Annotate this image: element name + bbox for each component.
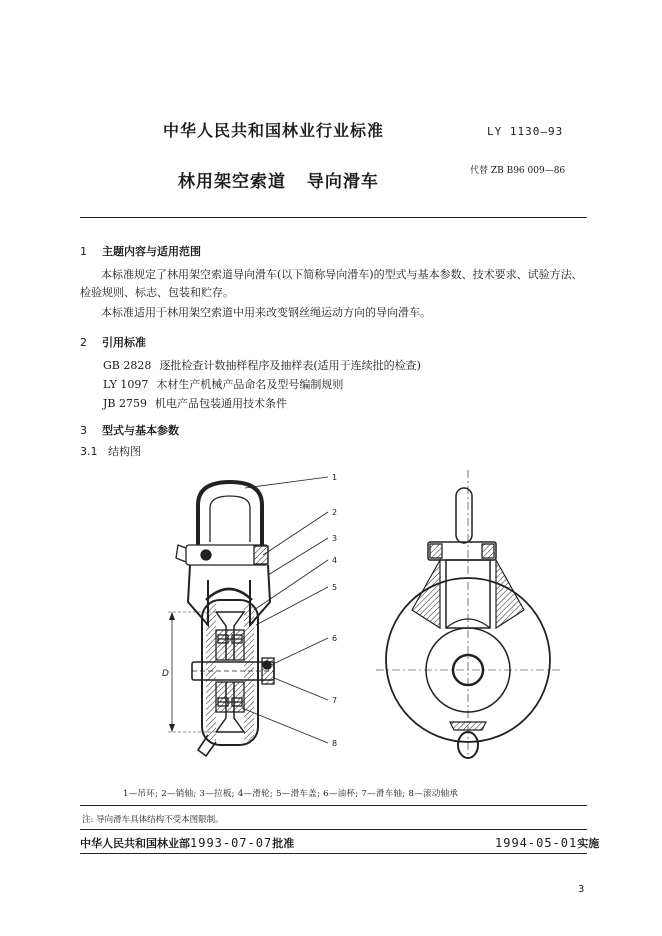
section-1-paragraph-2: 本标准适用于林用架空索道中用来改变钢丝绳运动方向的导向滑车。	[101, 306, 431, 319]
callout-5: 5	[332, 583, 338, 592]
figure-legend: 1—吊环; 2—销轴; 3—拉板; 4—滑轮; 5—滑车盖; 6—油杯; 7—滑车轴; 8—滚动轴承	[123, 789, 459, 799]
page-number: 3	[578, 884, 585, 895]
reference-code: LY 1097	[103, 378, 149, 391]
section-number: 3	[80, 424, 87, 437]
section-number: 2	[80, 336, 87, 349]
bottom-pin	[450, 722, 486, 730]
plate-left	[412, 560, 440, 628]
issuer: 中华人民共和国林业部	[80, 837, 190, 850]
issuing-organization: 中华人民共和国林业行业标准	[163, 121, 385, 140]
lifting-ring-outer	[198, 482, 262, 545]
section-number: 1	[80, 245, 87, 258]
subsection-number: 3.1	[80, 445, 98, 458]
figure-note: 注: 导向滑车具体结构不受本图限制。	[82, 815, 224, 825]
callout-8: 8	[332, 739, 338, 748]
reference-title: 机电产品包装通用技术条件	[154, 397, 287, 410]
ring-stem	[456, 488, 472, 543]
subsection-3-1-heading	[80, 443, 590, 461]
reference-code: GB 2828	[103, 359, 152, 372]
section-1-heading	[80, 243, 201, 259]
lifting-ring-inner	[210, 496, 250, 542]
approve-label: 批准	[272, 837, 295, 850]
effective-date: 1994-05-01	[495, 836, 578, 850]
replaces-standard: 代替 ZB B96 009—86	[470, 166, 566, 176]
standard-number: LY 1130—93	[487, 125, 564, 138]
side-plate-left	[188, 565, 208, 625]
reference-item	[103, 376, 343, 392]
callout-7: 7	[332, 696, 338, 705]
callout-3: 3	[332, 534, 338, 543]
section-title: 型式与基本参数	[102, 424, 179, 437]
section-3-heading	[80, 422, 179, 438]
subsection-title: 结构图	[108, 445, 141, 458]
plate-right	[496, 560, 524, 628]
section-1-paragraph-1: 本标准规定了林用架空索道导向滑车(以下简称导向滑车)的型式与基本参数、技术要求、试验方法、检验规则、标志、包装和贮存。	[80, 268, 583, 299]
reference-item	[103, 395, 287, 411]
section-view	[168, 477, 328, 756]
pulley-block-drawing	[150, 460, 570, 765]
footer-rule-bottom	[80, 853, 587, 854]
issue-date: 1993-07-07	[190, 836, 273, 850]
section-2-heading	[80, 334, 146, 350]
callout-leaders	[242, 477, 328, 743]
section-title: 主题内容与适用范围	[102, 245, 201, 258]
document-title: 林用架空索道 导向滑车	[178, 172, 379, 192]
pin-nut	[254, 546, 268, 564]
dimension-label: D	[162, 669, 169, 679]
note-rule	[80, 805, 587, 806]
sheave-hub-lower	[216, 682, 244, 712]
callout-1: 1	[332, 473, 338, 482]
oil-cup	[263, 661, 271, 669]
reference-title: 逐批检查计数抽样程序及抽样表(适用于连续批的检查)	[159, 359, 421, 372]
reference-code: JB 2759	[103, 397, 147, 410]
callout-2: 2	[332, 508, 338, 517]
housing-wall-left	[206, 604, 216, 741]
section-title: 引用标准	[102, 336, 146, 349]
effective-statement	[495, 835, 599, 851]
callout-4: 4	[332, 556, 338, 565]
reference-item	[103, 357, 421, 373]
plate-bridge	[206, 589, 252, 600]
pin-head	[201, 550, 211, 560]
header-rule	[80, 217, 587, 218]
housing-wall-right	[244, 604, 254, 741]
side-view	[376, 470, 560, 758]
footer-rule-top	[80, 829, 587, 830]
effective-label: 实施	[577, 837, 600, 850]
callout-6: 6	[332, 634, 338, 643]
issue-statement	[80, 835, 294, 851]
pin-wing	[176, 545, 186, 562]
reference-title: 木材生产机械产品命名及型号编制规则	[156, 378, 344, 391]
